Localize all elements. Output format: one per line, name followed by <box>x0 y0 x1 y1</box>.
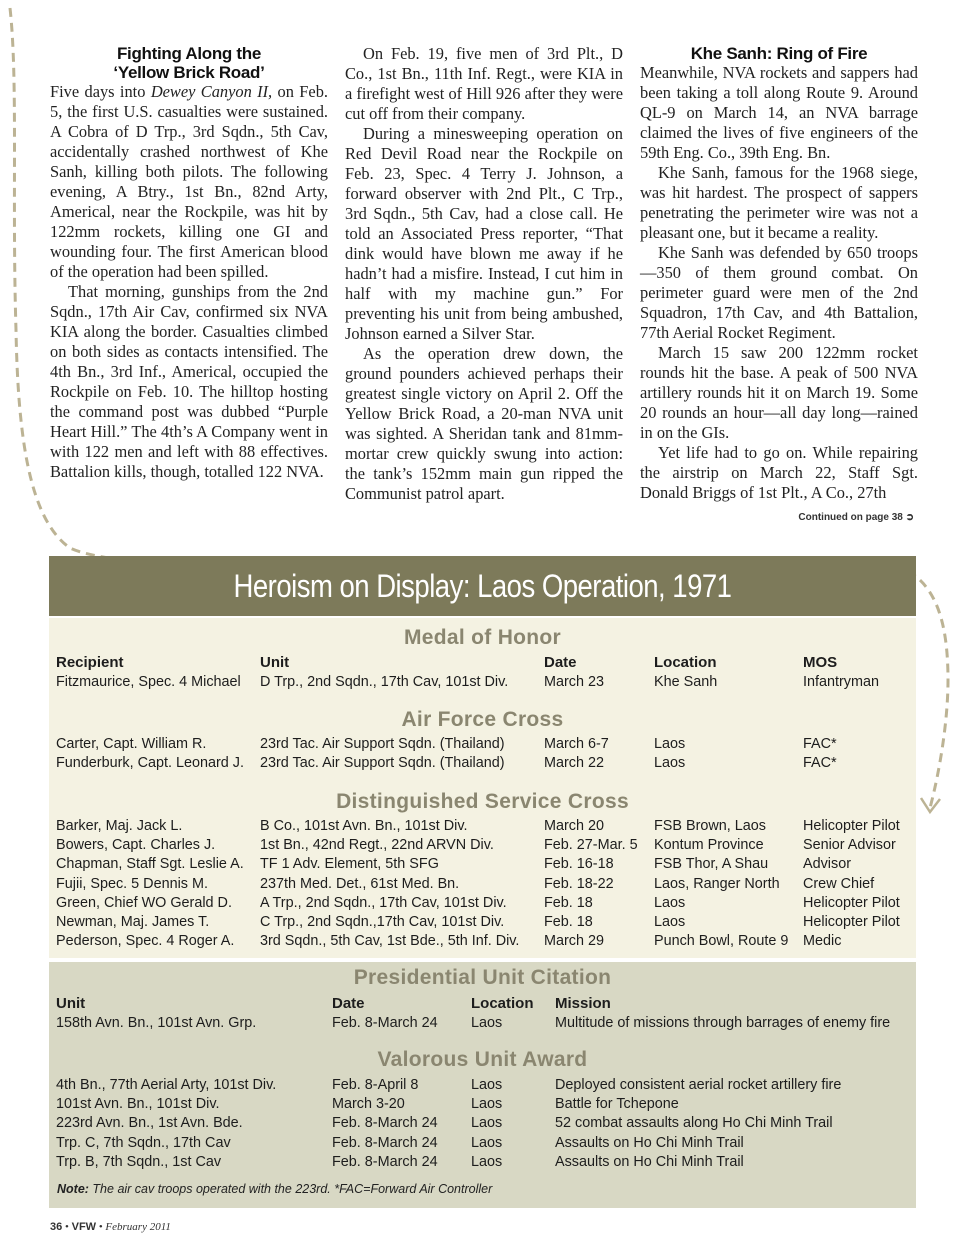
table-cell: Fujii, Spec. 5 Dennis M. <box>56 875 208 892</box>
banner-title: Heroism on Display: Laos Operation, 1971 <box>49 556 916 616</box>
table-cell: 3rd Sqdn., 5th Cav, 1st Bde., 5th Inf. Div. <box>260 933 520 950</box>
table-row <box>49 1015 916 1034</box>
table-cell: B Co., 101st Avn. Bn., 101st Div. <box>260 818 468 834</box>
table-cell: March 3-20 <box>332 1096 405 1113</box>
table-cell: Feb. 27-Mar. 5 <box>544 837 638 854</box>
magazine-name: VFW <box>71 1221 97 1233</box>
paragraph: Five days into Dewey Canyon II, on Feb. 5, the first U.S. casualties were sustained. A Cobra of D Trp., 3rd Sqdn., 5th Cav, accidentally crashed northwest of Khe Sanh, killing both pilots. The following evening, A Btry., 1st Bn., 82nd Arty, Americal, near the Rockpile, was hit by 122mm rockets, killing one GI and wounding four. The first American blood of the operation had been spilled. <box>50 82 328 281</box>
table-note: Note: The air cav troops operated with the 223rd. *FAC=Forward Air Controller <box>57 1182 493 1196</box>
table-cell: Feb. 8-March 24 <box>332 1015 438 1031</box>
article-column-1 <box>50 44 328 482</box>
table-cell: FAC* <box>803 736 837 752</box>
table-cell: 237th Med. Det., 61st Med. Bn. <box>260 875 460 892</box>
article-column-2 <box>345 44 623 504</box>
table-cell: Laos <box>471 1077 503 1093</box>
table-cell: Barker, Maj. Jack L. <box>56 818 183 834</box>
page-footer: 36 • VFW • February 2011 <box>50 1221 171 1233</box>
puc-heading: Presidential Unit Citation <box>353 966 612 989</box>
paragraph: March 15 saw 200 122mm rocket rounds hit the base. A peak of 500 NVA artillery rounds hit it on March 19. Some 20 rounds an hour—all day long—rained in on the GIs. <box>640 343 918 442</box>
table-cell: Deployed consistent aerial rocket artillery fire <box>555 1077 842 1093</box>
table-row <box>49 1077 916 1096</box>
table-cell: Battle for Tchepone <box>555 1096 679 1113</box>
table-cell: Infantryman <box>803 674 879 690</box>
table-header-row: Recipient Unit Date Location MOS <box>56 654 838 671</box>
table-cell: FSB Thor, A Shau <box>654 856 769 873</box>
table-cell: Laos <box>471 1096 503 1113</box>
paragraph: Yet life had to go on. While repairing the airstrip on March 22, Staff Sgt. Donald Briggs of 1st Plt., A Co., 27th <box>640 443 918 502</box>
table-cell: Feb. 18 <box>544 914 593 930</box>
paragraph: That morning, gunships from the 2nd Sqdn., 17th Air Cav, confirmed six NVA KIA along the border. Casualties climbed on both sides as contacts intensified. The 4th Bn., 3rd Inf., Americal, occupied the Rockpile on Feb. 10. The hilltop hosting the command post was dubbed “Purple Heart Hill.” The 4th’s A Company went in with 122 men and left with 88 effectives. Battalion kills, though, totalled 122 NVA. <box>50 282 328 481</box>
table-cell: Green, Chief WO Gerald D. <box>56 894 232 911</box>
table-cell: Laos <box>471 1015 503 1031</box>
table-cell: March 6-7 <box>544 736 609 752</box>
table-row <box>49 818 916 837</box>
paragraph: During a minesweeping operation on Red Devil Road near the Rockpile on Feb. 23, Spec. 4 Terry J. Johnson, a forward observer with 2nd Plt., C Trp., 3rd Sqdn., 5th Cav, had a close call. He told an Associated Press reporter, “That dink would have blown me away if he hadn’t had a misfire. Instead, I cut him in half with my machine gun.” For preventing his unit from being ambushed, Johnson earned a Silver Star. <box>345 124 623 343</box>
table-cell: Feb. 8-March 24 <box>332 1134 438 1151</box>
table-row <box>49 837 916 856</box>
table-cell: D Trp., 2nd Sqdn., 17th Cav, 101st Div. <box>260 674 509 690</box>
table-cell: Carter, Capt. William R. <box>56 736 207 752</box>
paragraph: Meanwhile, NVA rockets and sappers had been taking a toll along Route 9. Around QL-9 on March 14, an NVA barrage claimed the lives of five engineers of the 59th Eng. Co., 39th Eng. Bn. <box>640 63 918 162</box>
table-cell: Laos <box>471 1134 503 1151</box>
table-cell: Funderburk, Capt. Leonard J. <box>56 755 244 772</box>
table-row <box>49 876 916 895</box>
table-cell: Medic <box>803 933 842 950</box>
table-row <box>49 674 916 693</box>
paragraph: Khe Sanh, famous for the 1968 siege, was hit hardest. The prospect of sappers penetrating the perimeter wire was not a pleasant one, but it became a reality. <box>640 163 918 242</box>
table-row <box>49 856 916 875</box>
table-cell: Assaults on Ho Chi Minh Trail <box>555 1153 744 1170</box>
medal-of-honor-heading: Medal of Honor <box>403 626 562 649</box>
section-heading-yellow-brick-road: Fighting Along the ‘Yellow Brick Road’ <box>113 44 265 82</box>
table-cell: Chapman, Staff Sgt. Leslie A. <box>56 856 244 873</box>
paragraph: As the operation drew down, the ground pounders achieved perhaps their greatest single victory on April 2. Off the Yellow Brick Road, a 20-man NVA unit was sighted. A Sheridan tank and 81mm-mortar crew quickly swung into action: the tank’s 152mm main gun ripped the Communist patrol apart. <box>345 344 623 503</box>
table-cell: 23rd Tac. Air Support Sqdn. (Thailand) <box>260 736 505 752</box>
table-cell: Trp. B, 7th Sqdn., 1st Cav <box>56 1153 222 1170</box>
table-row <box>49 895 916 914</box>
table-cell: Assaults on Ho Chi Minh Trail <box>555 1134 744 1151</box>
table-row <box>49 1135 916 1154</box>
table-row <box>49 736 916 755</box>
table-cell: Laos <box>654 894 686 911</box>
air-force-cross-heading: Air Force Cross <box>401 708 564 731</box>
table-cell: Laos <box>654 914 686 930</box>
table-cell: 4th Bn., 77th Aerial Arty, 101st Div. <box>56 1077 277 1093</box>
table-cell: 1st Bn., 42nd Regt., 22nd ARVN Div. <box>260 837 494 854</box>
table-cell: Laos <box>654 736 686 752</box>
unit-awards-table <box>49 962 916 1208</box>
table-cell: Feb. 18-22 <box>544 875 614 892</box>
table-cell: Helicopter Pilot <box>803 894 900 911</box>
table-cell: Feb. 18 <box>544 894 593 911</box>
table-cell: Laos <box>471 1115 503 1132</box>
table-cell: Helicopter Pilot <box>803 818 900 834</box>
table-cell: March 22 <box>544 755 604 772</box>
table-cell: FAC* <box>803 755 837 772</box>
table-cell: TF 1 Adv. Element, 5th SFG <box>260 856 439 873</box>
individual-awards-table <box>49 618 916 958</box>
table-cell: Khe Sanh <box>654 674 718 690</box>
table-cell: Multitude of missions through barrages of enemy fire <box>555 1015 891 1031</box>
table-cell: Feb. 8-March 24 <box>332 1115 438 1132</box>
table-cell: March 23 <box>544 674 604 690</box>
table-cell: 52 combat assaults along Ho Chi Minh Trail <box>555 1115 833 1132</box>
table-header-row: Unit Date Location Mission <box>56 995 611 1012</box>
table-cell: March 29 <box>544 933 604 950</box>
table-cell: Kontum Province <box>654 837 764 854</box>
table-cell: Feb. 8-April 8 <box>332 1077 419 1093</box>
table-row <box>49 1096 916 1115</box>
table-row <box>49 1154 916 1173</box>
table-cell: Feb. 16-18 <box>544 856 614 873</box>
dsc-heading: Distinguished Service Cross <box>336 790 629 813</box>
table-row <box>49 1115 916 1134</box>
table-cell: 23rd Tac. Air Support Sqdn. (Thailand) <box>260 755 505 772</box>
table-cell: Fitzmaurice, Spec. 4 Michael <box>56 674 241 690</box>
vua-heading: Valorous Unit Award <box>377 1048 588 1071</box>
section-heading-khe-sanh: Khe Sanh: Ring of Fire <box>690 44 868 63</box>
table-cell: Laos <box>654 755 686 772</box>
table-cell: C Trp., 2nd Sqdn.,17th Cav, 101st Div. <box>260 914 505 930</box>
table-cell: 101st Avn. Bn., 101st Div. <box>56 1096 220 1113</box>
table-cell: Bowers, Capt. Charles J. <box>56 837 216 854</box>
table-cell: FSB Brown, Laos <box>654 818 766 834</box>
table-cell: Newman, Maj. James T. <box>56 914 210 930</box>
table-cell: Trp. C, 7th Sqdn., 17th Cav <box>56 1134 231 1151</box>
table-cell: Punch Bowl, Route 9 <box>654 933 789 950</box>
table-cell: A Trp., 2nd Sqdn., 17th Cav, 101st Div. <box>260 894 507 911</box>
article-column-3 <box>640 44 918 503</box>
table-cell: Laos <box>471 1153 503 1170</box>
table-cell: 223rd Avn. Bn., 1st Avn. Bde. <box>56 1115 243 1132</box>
table-cell: Helicopter Pilot <box>803 914 900 930</box>
table-cell: Pederson, Spec. 4 Roger A. <box>56 933 235 950</box>
page-number: 36 <box>50 1221 63 1233</box>
continued-link[interactable]: Continued on page 38 ➲ <box>798 512 914 523</box>
table-cell: Feb. 8-March 24 <box>332 1153 438 1170</box>
table-cell: Senior Advisor <box>803 837 896 854</box>
table-cell: Crew Chief <box>803 875 875 892</box>
issue-date: February 2011 <box>105 1221 171 1233</box>
paragraph: On Feb. 19, five men of 3rd Plt., D Co., 1st Bn., 11th Inf. Regt., were KIA in a firefight west of Hill 926 after they were cut off from their company. <box>345 44 623 123</box>
table-row <box>49 933 916 952</box>
article-columns <box>50 44 916 534</box>
paragraph: Khe Sanh was defended by 650 troops—350 of them ground combat. On perimeter guard were men of the 2nd Squadron, 17th Cav, and 4th Battalion, 77th Aerial Rocket Regiment. <box>640 243 918 342</box>
table-cell: 158th Avn. Bn., 101st Avn. Grp. <box>56 1015 257 1031</box>
table-cell: Laos, Ranger North <box>654 875 780 892</box>
table-row <box>49 914 916 933</box>
table-cell: March 20 <box>544 818 604 834</box>
table-row <box>49 755 916 774</box>
table-cell: Advisor <box>803 856 851 873</box>
